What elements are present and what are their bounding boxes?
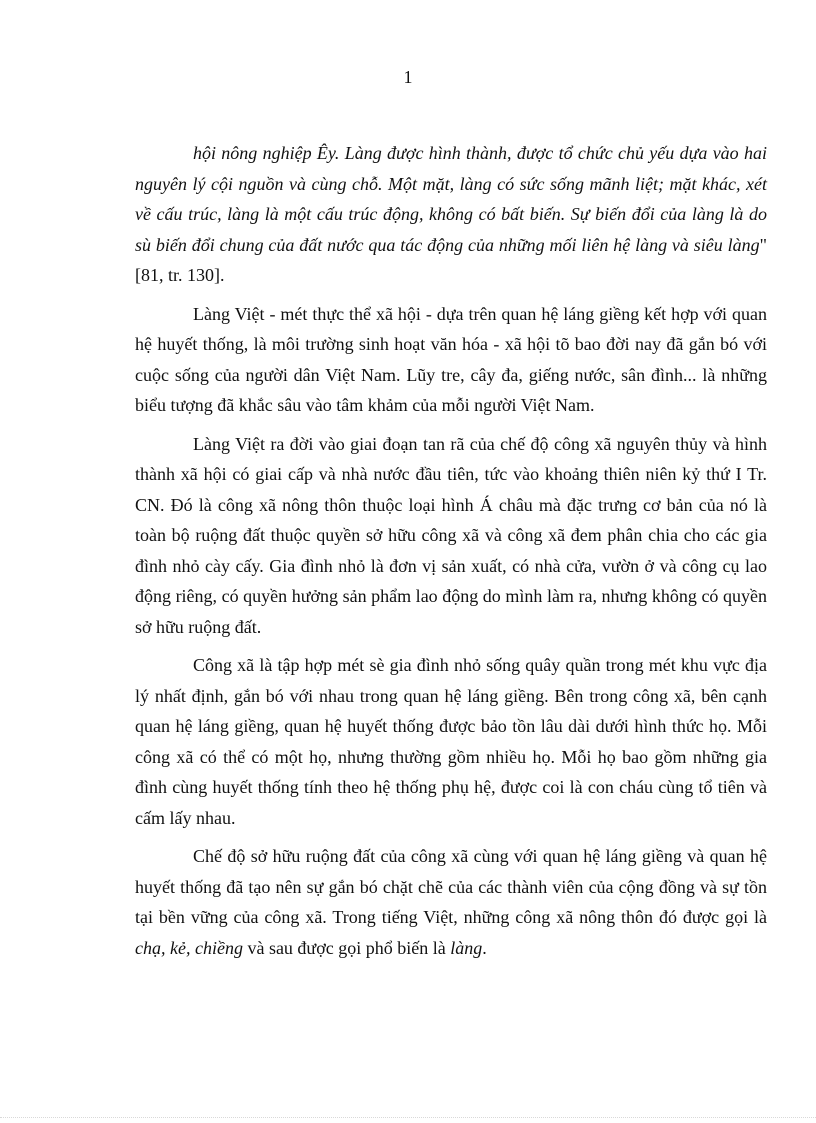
paragraph-so-huu-ruong-dat (135, 841, 767, 963)
paragraph-quote-continuation (135, 138, 767, 291)
document-body (135, 138, 767, 971)
paragraph-lang-viet-origin: Làng Việt ra đời vào giai đoạn tan rã của chế độ công xã nguyên thủy và hình thành xã hội có giai cấp và nhà nước đầu tiên, tức vào khoảng thiên niên kỷ thứ I Tr. CN. Đó là công xã nông thôn thuộc loại hình Á châu mà đặc trưng cơ bản của nó là toàn bộ ruộng đất thuộc quyền sở hữu công xã và công xã đem phân chia cho các gia đình nhỏ cày cấy. Gia đình nhỏ là đơn vị sản xuất, có nhà cửa, vườn ở và công cụ lao động riêng, có quyền hưởng sản phẩm lao động do mình làm ra, nhưng không có quyền sở hữu ruộng đất. (135, 433, 767, 637)
paragraph-text-middle: và sau được gọi phổ biến là (242, 937, 451, 958)
quote-text: hội nông nghiệp Êy. Làng được hình thành, được tổ chức chủ yếu dựa vào hai nguyên lý cội nguồn và cùng chỗ. Một mặt, làng có sức sống mãnh liệt; mặt khác, xét về cấu trúc, làng là một cấu trúc động, không có bất biến. Sự biến đổi của làng là do sù biến đổi chung của đất nước qua tác động của những mối liên hệ làng và siêu làng (135, 143, 767, 255)
paragraph-text-before: Chế độ sở hữu ruộng đất của công xã cùng với quan hệ láng giềng và quan hệ huyết thống đã tạo nên sự gắn bó chặt chẽ của các thành viên của cộng đồng và sự tồn tại bền vững của công xã. Trong tiếng Việt, những công xã nông thôn đó được gọi là (135, 846, 767, 927)
page-number: 1 (403, 67, 413, 87)
paragraph-text-after: . (482, 937, 487, 958)
paragraph-lang-viet-definition: Làng Việt - mét thực thể xã hội - dựa trên quan hệ láng giềng kết hợp với quan hệ huyết thống, là môi trường sinh hoạt văn hóa - xã hội tõ bao đời nay đã gắn bó với cuộc sống của người dân Việt Nam. Lũy tre, cây đa, giếng nước, sân đình... là những biểu tượng đã khắc sâu vào tâm khảm của mỗi người Việt Nam. (135, 303, 767, 415)
paragraph-cong-xa: Công xã là tập hợp mét sè gia đình nhỏ sống quây quần trong mét khu vực địa lý nhất định, gắn bó với nhau trong quan hệ láng giềng. Bên trong công xã, bên cạnh quan hệ láng giềng, quan hệ huyết thống được bảo tồn lâu dài dưới hình thức họ. Mỗi công xã có thể có một họ, nhưng thường gồm nhiều họ. Mỗi họ bao gồm những gia đình cùng huyết thống tính theo hệ thống phụ hệ, được coi là con cháu cùng tổ tiên và cấm lấy nhau. (135, 655, 767, 828)
italic-terms: chạ, kẻ, chiềng (135, 937, 243, 958)
page-bottom-edge (0, 1117, 816, 1118)
italic-word-lang: làng (450, 937, 483, 958)
citation: " [81, tr. 130]. (135, 234, 767, 285)
